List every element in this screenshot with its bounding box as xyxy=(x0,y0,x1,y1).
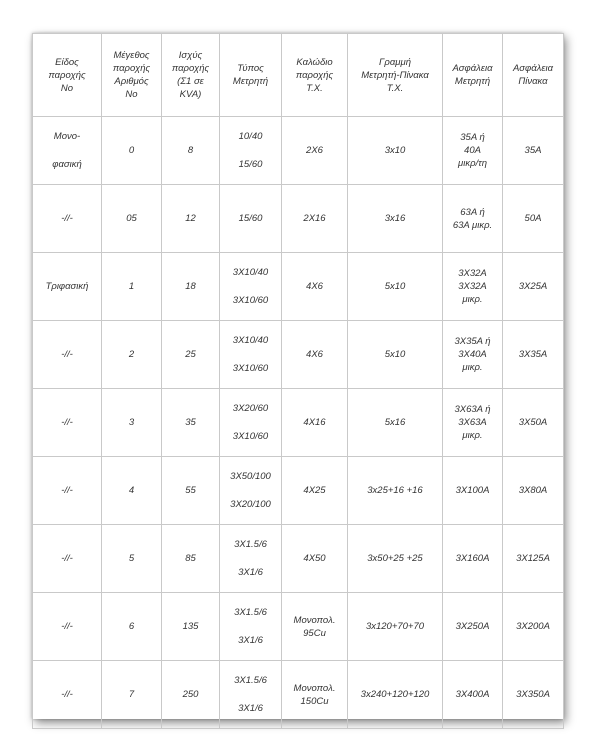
header-supply-cable xyxy=(282,34,348,117)
cell-meter-fuse xyxy=(443,457,503,525)
cell-text-line: μικρ/τη xyxy=(458,158,487,169)
cell-supply-size xyxy=(102,457,162,525)
cell-meter-fuse xyxy=(443,253,503,321)
cell-meter-panel-line xyxy=(348,593,443,661)
cell-text-line: 3X1/6 xyxy=(238,567,263,578)
cell-text: 5x16 xyxy=(384,417,406,428)
cell-text-line: 3X63A xyxy=(458,417,487,428)
cell-supply-power xyxy=(162,389,220,457)
cell-text-line: 10/40 xyxy=(238,131,263,142)
header-text-line: Καλώδιο xyxy=(296,56,333,68)
cell-text-line: 3X10/40 xyxy=(232,335,269,346)
cell-text: 1 xyxy=(128,281,135,292)
header-panel-fuse xyxy=(503,34,564,117)
cell-text: 2X16 xyxy=(303,213,326,224)
header-supply-size xyxy=(102,34,162,117)
cell-text: 25 xyxy=(185,349,196,360)
cell-supply-power xyxy=(162,185,220,253)
cell-text: 4X6 xyxy=(306,349,323,360)
cell-meter-fuse xyxy=(443,185,503,253)
cell-meter-type xyxy=(220,321,282,389)
header-text-line: παροχής xyxy=(112,63,151,74)
cell-text: 3X25A xyxy=(518,281,548,292)
cell-meter-fuse xyxy=(443,593,503,661)
cell-text: 4 xyxy=(128,485,135,496)
header-text-line: Μετρητή xyxy=(232,76,269,87)
cell-text: 35A xyxy=(524,145,542,156)
cell-supply-cable xyxy=(282,661,348,729)
cell-meter-fuse xyxy=(443,389,503,457)
header-text-line: Ισχύς xyxy=(178,50,203,61)
cell-text-line: 63A μικρ. xyxy=(452,219,493,231)
table-row xyxy=(33,457,564,525)
cell-text-line: 3X250A xyxy=(455,621,490,632)
cell-text: 18 xyxy=(185,281,196,292)
cell-text: 3 xyxy=(128,417,135,428)
cell-meter-fuse xyxy=(443,321,503,389)
cell-supply-cable xyxy=(282,253,348,321)
cell-panel-fuse xyxy=(503,525,564,593)
cell-text: 2X6 xyxy=(306,145,323,156)
header-text-line: παροχής xyxy=(295,69,334,81)
header-text-line: Πίνακα xyxy=(518,76,548,87)
header-text-line: Ασφάλεια xyxy=(452,63,493,74)
cell-text-line: 3X50/100 xyxy=(230,471,271,482)
cell-text-line: -//- xyxy=(61,553,73,564)
cell-text: 3X350A xyxy=(516,689,550,700)
cell-text: 3x50+25 +25 xyxy=(367,553,423,564)
cell-meter-panel-line xyxy=(348,389,443,457)
cell-text-line: μικρ. xyxy=(462,430,483,441)
table-row xyxy=(33,253,564,321)
cell-text: 3x120+70+70 xyxy=(365,621,425,632)
cell-supply-type xyxy=(33,457,102,525)
cell-text: Μονοπολ. 150Cu xyxy=(293,682,336,707)
cell-text: 135 xyxy=(182,621,199,632)
cell-supply-cable xyxy=(282,185,348,253)
cell-text: 3X125A xyxy=(516,553,550,564)
cell-supply-type xyxy=(33,525,102,593)
cell-text-line: 3X20/100 xyxy=(230,499,271,510)
cell-text-line: μικρ. xyxy=(462,362,483,373)
cell-text: 5 xyxy=(128,553,135,564)
cell-meter-panel-line xyxy=(348,321,443,389)
header-text-line: Αριθμός xyxy=(114,76,149,87)
cell-meter-panel-line xyxy=(348,253,443,321)
cell-meter-type xyxy=(220,389,282,457)
cell-text: 6 xyxy=(128,621,135,632)
header-text-line: Νο xyxy=(60,82,74,94)
cell-text: 85 xyxy=(185,553,196,564)
electric-supply-table xyxy=(32,33,564,729)
cell-text: 3X50A xyxy=(518,417,548,428)
cell-text: 3x25+16 +16 xyxy=(367,485,423,496)
cell-supply-cable xyxy=(282,117,348,185)
cell-text: 0 xyxy=(128,145,135,156)
cell-text-line: 3X10/60 xyxy=(232,363,269,374)
cell-text: 12 xyxy=(185,213,196,224)
cell-meter-fuse xyxy=(443,661,503,729)
table-row xyxy=(33,321,564,389)
cell-text: 35 xyxy=(185,417,196,428)
cell-text: 8 xyxy=(187,145,194,156)
cell-supply-power xyxy=(162,593,220,661)
cell-supply-size xyxy=(102,185,162,253)
cell-text-line: -//- xyxy=(61,417,73,428)
table-row xyxy=(33,525,564,593)
cell-text-line: -//- xyxy=(61,485,73,496)
cell-text: 3x10 xyxy=(384,145,406,156)
cell-text-line: 3X10/60 xyxy=(232,295,269,306)
header-text-line: Τ.Χ. xyxy=(306,82,323,94)
cell-text: 5x10 xyxy=(384,349,406,360)
cell-text: 5x10 xyxy=(384,281,406,292)
cell-text-line: μικρ. xyxy=(462,294,483,305)
cell-text: 3X80A xyxy=(518,485,548,496)
header-text-line: παροχής xyxy=(171,63,210,74)
cell-supply-type xyxy=(33,321,102,389)
header-text-line: Γραμμή xyxy=(379,56,411,68)
cell-supply-cable xyxy=(282,321,348,389)
cell-text-line: 3X1.5/6 xyxy=(234,539,267,550)
cell-text-line: 3X63A ή xyxy=(454,404,491,415)
cell-text-line: -//- xyxy=(61,213,73,224)
cell-text-line: 3X10/60 xyxy=(232,431,269,442)
header-text-line: Τύπος xyxy=(237,63,264,74)
cell-panel-fuse xyxy=(503,593,564,661)
cell-text-line: 3X160A xyxy=(455,553,490,564)
cell-supply-type xyxy=(33,661,102,729)
cell-supply-power xyxy=(162,117,220,185)
cell-text: 55 xyxy=(185,485,196,496)
cell-panel-fuse xyxy=(503,457,564,525)
cell-text-line: 3X400A xyxy=(455,689,490,700)
header-text-line: παροχής xyxy=(48,69,86,81)
cell-supply-type xyxy=(33,185,102,253)
cell-supply-power xyxy=(162,525,220,593)
cell-text-line: 3X40A xyxy=(458,349,487,360)
cell-supply-type xyxy=(33,253,102,321)
cell-text-line: 3X32A xyxy=(458,268,487,279)
cell-meter-type xyxy=(220,253,282,321)
cell-text: 3x240+120+120 xyxy=(360,689,430,700)
cell-text: Μονοπολ. 95Cu xyxy=(293,614,336,639)
cell-panel-fuse xyxy=(503,185,564,253)
cell-meter-type xyxy=(220,117,282,185)
cell-text-line: 40A xyxy=(464,145,481,156)
cell-text-line: 3X10/40 xyxy=(232,267,269,278)
cell-text: 250 xyxy=(182,689,199,700)
cell-meter-fuse xyxy=(443,525,503,593)
cell-text-line: 15/60 xyxy=(238,213,263,224)
cell-supply-size xyxy=(102,389,162,457)
header-text-line: (Σ1 σε xyxy=(177,76,204,87)
cell-meter-panel-line xyxy=(348,525,443,593)
cell-text-line: -//- xyxy=(61,621,73,632)
cell-supply-size xyxy=(102,321,162,389)
cell-supply-power xyxy=(162,457,220,525)
cell-supply-power xyxy=(162,661,220,729)
header-meter-fuse xyxy=(443,34,503,117)
header-text-line: Μετρητή xyxy=(454,76,491,87)
cell-supply-cable xyxy=(282,389,348,457)
cell-supply-cable xyxy=(282,593,348,661)
cell-meter-type xyxy=(220,593,282,661)
cell-supply-size xyxy=(102,525,162,593)
cell-panel-fuse xyxy=(503,661,564,729)
cell-text-line: Τριφασική xyxy=(45,281,89,292)
cell-text: 3X35A xyxy=(518,349,548,360)
header-text-line: Μέγεθος xyxy=(113,50,150,61)
cell-text-line: -//- xyxy=(61,689,73,700)
cell-panel-fuse xyxy=(503,321,564,389)
cell-supply-size xyxy=(102,253,162,321)
cell-meter-panel-line xyxy=(348,661,443,729)
cell-text-line: -//- xyxy=(61,349,73,360)
header-text-line: Τ.Χ. xyxy=(386,82,404,94)
header-text-line: Μετρητή-Πίνακα xyxy=(361,69,429,81)
cell-text: 50A xyxy=(524,213,542,224)
cell-text-line: 3X32A xyxy=(458,281,487,292)
cell-text-line: Μονο- xyxy=(53,131,81,142)
cell-supply-size xyxy=(102,117,162,185)
header-supply-type xyxy=(33,34,102,117)
cell-text-line: 3X35A ή xyxy=(454,336,491,347)
cell-meter-type xyxy=(220,525,282,593)
cell-text: 3X200A xyxy=(516,621,550,632)
cell-supply-cable xyxy=(282,457,348,525)
table-row xyxy=(33,117,564,185)
cell-text-line: φασική xyxy=(52,159,82,170)
table-header-row xyxy=(33,34,564,117)
cell-text: 4X6 xyxy=(306,281,323,292)
header-supply-power xyxy=(162,34,220,117)
table-row xyxy=(33,593,564,661)
cell-supply-size xyxy=(102,661,162,729)
cell-meter-panel-line xyxy=(348,457,443,525)
cell-meter-type xyxy=(220,185,282,253)
cell-text: 05 xyxy=(126,213,137,224)
header-text-line: KVA) xyxy=(179,89,202,100)
cell-panel-fuse xyxy=(503,117,564,185)
cell-text-line: 15/60 xyxy=(238,159,263,170)
header-meter-panel-line xyxy=(348,34,443,117)
cell-text-line: 63A ή xyxy=(460,206,485,218)
table-row xyxy=(33,661,564,729)
cell-supply-type xyxy=(33,117,102,185)
cell-panel-fuse xyxy=(503,253,564,321)
cell-text: 4X25 xyxy=(303,485,326,496)
document-sheet xyxy=(32,33,563,719)
cell-text-line: 3X1.5/6 xyxy=(234,607,267,618)
table-body xyxy=(33,117,564,729)
cell-text-line: 3X1/6 xyxy=(238,635,263,646)
cell-supply-type xyxy=(33,593,102,661)
table-row xyxy=(33,185,564,253)
cell-text: 2 xyxy=(128,349,135,360)
cell-text: 4X16 xyxy=(303,417,326,428)
header-text-line: Ασφάλεια xyxy=(512,63,554,74)
cell-supply-power xyxy=(162,253,220,321)
cell-text-line: 3X100A xyxy=(455,485,490,496)
header-text-line: Νο xyxy=(125,89,138,100)
cell-text-line: 35A ή xyxy=(460,132,485,143)
cell-text-line: 3X20/60 xyxy=(232,403,269,414)
cell-panel-fuse xyxy=(503,389,564,457)
table-row xyxy=(33,389,564,457)
cell-meter-type xyxy=(220,661,282,729)
cell-supply-power xyxy=(162,321,220,389)
header-text-line: Είδος xyxy=(55,56,79,68)
cell-supply-cable xyxy=(282,525,348,593)
cell-text: 4X50 xyxy=(303,553,326,564)
cell-supply-type xyxy=(33,389,102,457)
header-meter-type xyxy=(220,34,282,117)
cell-meter-type xyxy=(220,457,282,525)
cell-text-line: 3X1.5/6 xyxy=(234,675,267,686)
cell-meter-panel-line xyxy=(348,185,443,253)
cell-text: 7 xyxy=(128,689,135,700)
cell-text: 3x16 xyxy=(384,213,406,224)
cell-supply-size xyxy=(102,593,162,661)
cell-text-line: 3X1/6 xyxy=(238,703,263,714)
cell-meter-panel-line xyxy=(348,117,443,185)
cell-meter-fuse xyxy=(443,117,503,185)
